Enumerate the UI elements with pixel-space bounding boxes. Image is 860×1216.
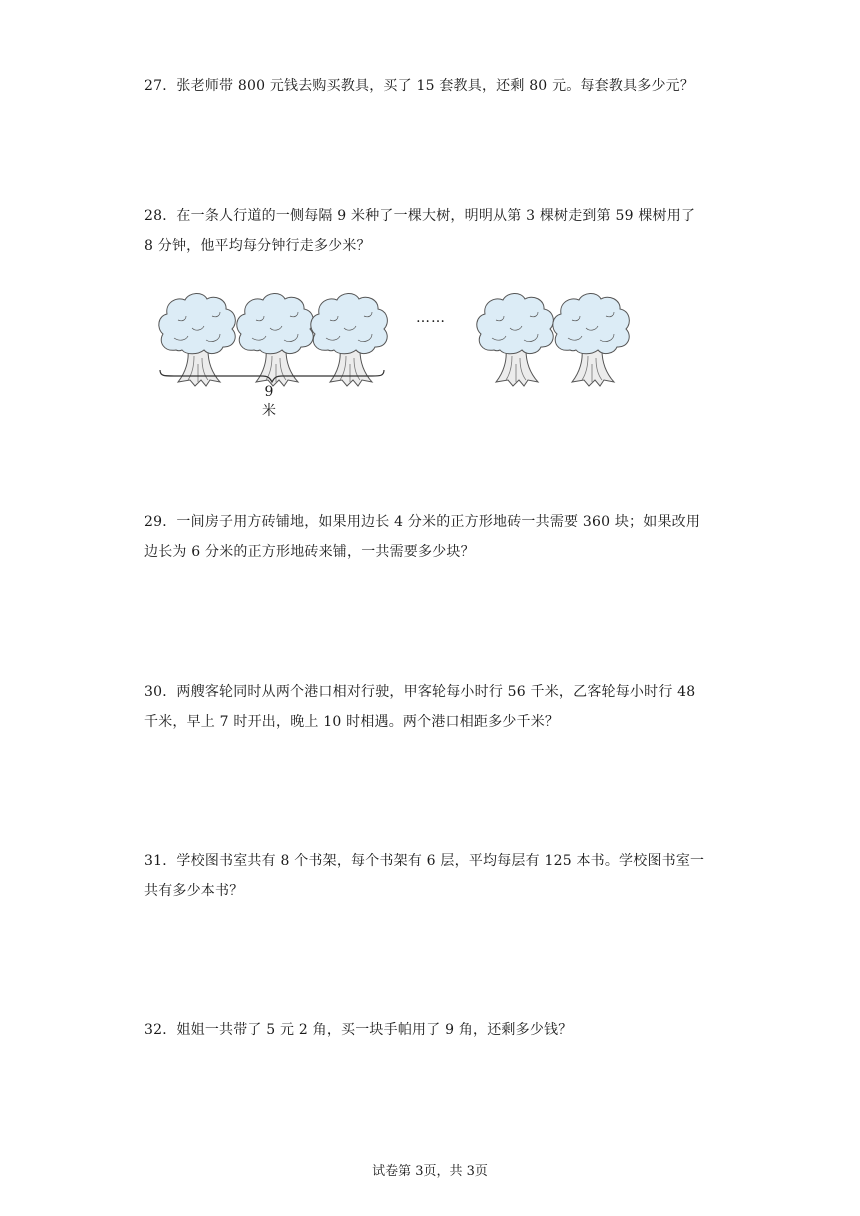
trees-figure: [154, 276, 644, 419]
tree-icon: [553, 293, 630, 386]
question-27: [144, 71, 722, 101]
question-line: 边长为 6 分米的正方形地砖来铺，一共需要多少块？: [144, 544, 475, 560]
question-line: 30．两艘客轮同时从两个港口相对行驶，甲客轮每小时行 56 千米，乙客轮每小时行 48: [144, 684, 696, 700]
question-line: 31．学校图书室共有 8 个书架，每个书架有 6 层，平均每层有 125 本书。学校图书室一: [144, 853, 705, 869]
distance-label: 9 米: [262, 384, 282, 419]
question-28: [144, 201, 722, 261]
ellipsis-dots: ……: [416, 310, 446, 326]
tree-icon: [159, 293, 236, 386]
question-line: 8 分钟，他平均每分钟行走多少米？: [144, 238, 371, 254]
question-line: 27．张老师带 800 元钱去购买教具，买了 15 套教具，还剩 80 元。每套教具多少元？: [144, 78, 695, 94]
question-line: 共有多少本书？: [144, 883, 244, 899]
question-32: [144, 1015, 722, 1045]
question-line: 32．姐姐一共带了 5 元 2 角，买一块手帕用了 9 角，还剩多少钱？: [144, 1022, 573, 1038]
question-line: 29．一间房子用方砖铺地，如果用边长 4 分米的正方形地砖一共需要 360 块；如果改用: [144, 514, 701, 530]
question-30: [144, 677, 722, 737]
question-line: 28．在一条人行道的一侧每隔 9 米种了一棵大树，明明从第 3 棵树走到第 59 棵树用了: [144, 208, 696, 224]
trees-illustration: [154, 276, 644, 408]
page-footer: 试卷第 3页，共 3页: [372, 1164, 488, 1179]
question-line: 千米，早上 7 时开出，晚上 10 时相遇。两个港口相距多少千米？: [144, 714, 560, 730]
question-31: [144, 846, 722, 906]
tree-icon: [237, 293, 314, 386]
tree-icon: [477, 293, 554, 386]
question-29: [144, 507, 722, 567]
tree-icon: [311, 293, 388, 386]
